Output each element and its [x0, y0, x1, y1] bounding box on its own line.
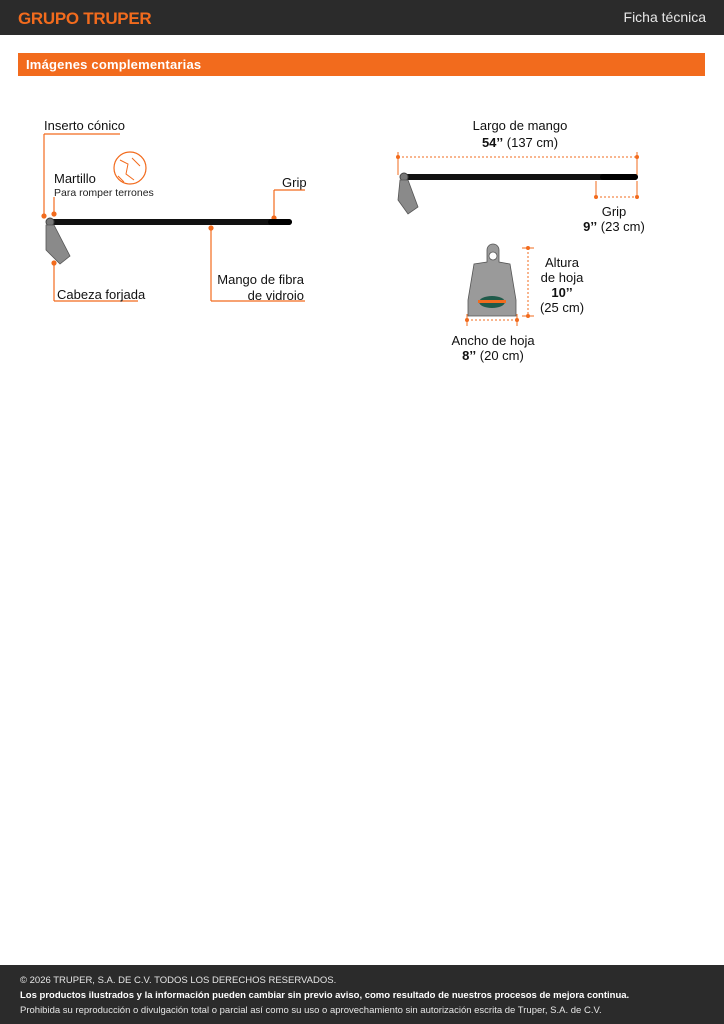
hammer-usage-icon [114, 152, 146, 184]
label-inserto-conico: Inserto cónico [44, 118, 125, 133]
value-ancho-hoja: 8’’ (20 cm) [462, 348, 524, 363]
label-grip-dim: Grip [601, 204, 627, 219]
value-grip: 9’’ (23 cm) [583, 219, 645, 234]
hoe-handle [48, 219, 292, 225]
label-cabeza-forjada: Cabeza forjada [57, 287, 146, 302]
hoe-blade-front-icon [468, 244, 516, 316]
label-martillo-sub: Para romper terrones [54, 187, 154, 199]
label-mango-2: de vidroio [247, 288, 304, 303]
footer-notice: Los productos ilustrados y la información pueden cambiar sin previo aviso, como resultado de nuestros procesos de mejora continua. [20, 990, 630, 1001]
value-largo-mango: 54’’ (137 cm) [481, 135, 559, 150]
label-largo-mango: Largo de mango [472, 118, 568, 133]
page-footer [0, 965, 724, 1024]
label-grip: Grip [282, 175, 307, 190]
footer-prohibition: Prohibida su reproducción o divulgación total o parcial así como su uso o aprovechamiento sin autorización escrita de Truper, S.A. de C.V. [20, 1005, 602, 1016]
label-ancho-hoja: Ancho de hoja [451, 333, 535, 348]
label-altura-1: Altura [545, 255, 579, 270]
document-type: Ficha técnica [623, 9, 706, 25]
value-altura-in: 10’’ [551, 285, 573, 300]
section-title: Imágenes complementarias [26, 57, 202, 72]
label-mango-1: Mango de fibra [217, 272, 304, 287]
value-altura-cm: (25 cm) [539, 300, 585, 315]
label-altura-2: de hoja [540, 270, 584, 285]
footer-copyright: © 2026 TRUPER, S.A. DE C.V. TODOS LOS DERECHOS RESERVADOS. [20, 975, 337, 986]
brand-logo: GRUPO TRUPER [18, 9, 152, 28]
label-martillo: Martillo [54, 171, 96, 186]
